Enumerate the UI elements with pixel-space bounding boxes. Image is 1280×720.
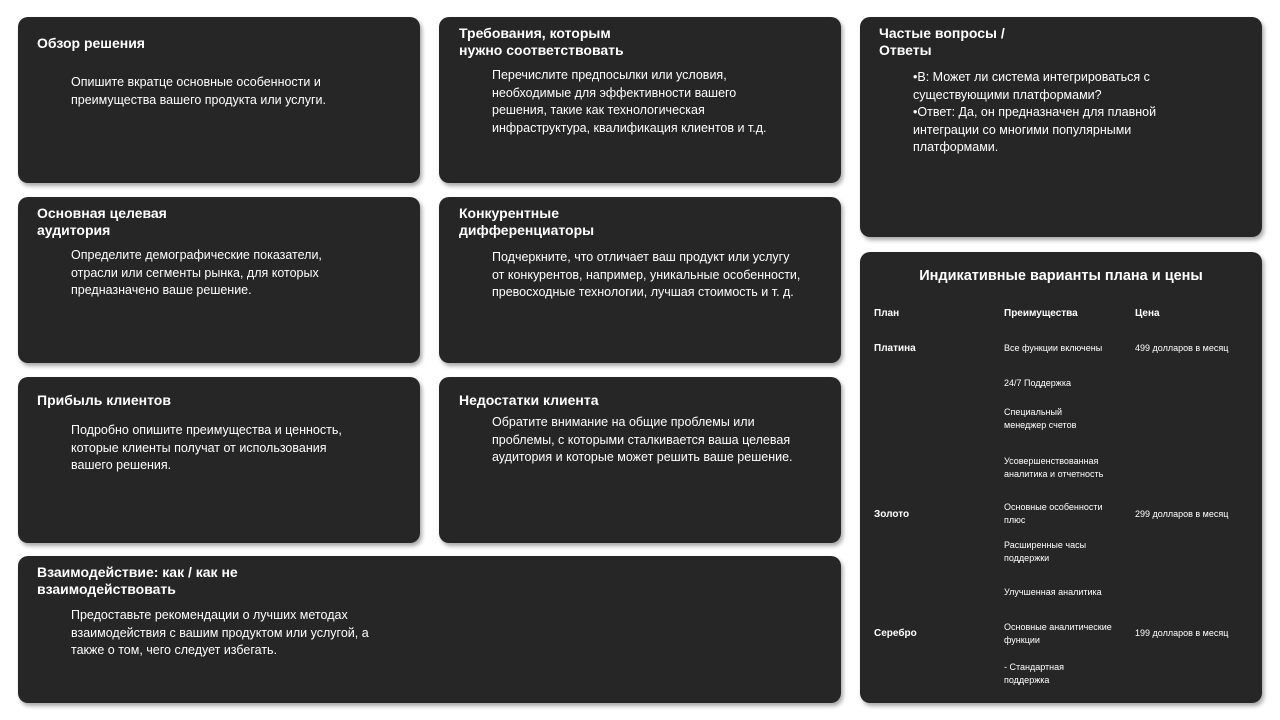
plan-price-gold: 299 долларов в месяц [1135,509,1229,519]
card-customer-gains [18,377,420,543]
benefit-item: - Стандартная поддержка [1004,662,1065,685]
plan-name-gold: Золото [874,509,910,520]
card-solution-overview [18,17,420,183]
benefit-item: Основные аналитические функции [1004,622,1112,645]
card-body: Предоставьте рекомендации о лучших методах взаимодействия с вашим продуктом или услугой, а также о том, чего следует избегать. [71,608,369,657]
card-title: Требования, которым нужно соответствовать [459,25,624,58]
plan-price-silver: 199 долларов в месяц [1135,628,1229,638]
card-customer-pain-points [439,377,841,543]
faq-content [913,69,1203,157]
card-requirements [439,17,841,183]
column-header-benefits: Преимущества [1004,308,1078,319]
card-title: Взаимодействие: как / как не взаимодействовать [37,564,238,597]
card-body: Обратите внимание на общие проблемы или проблемы, с которыми сталкивается ваша целевая аудитория и которые может решить ваше решение. [492,415,793,464]
benefit-item: Улучшенная аналитика [1004,587,1102,597]
card-faq [860,17,1262,237]
pricing-title: Индикативные варианты плана и цены [919,268,1203,284]
benefit-item: Все функции включены [1004,343,1103,353]
card-pricing [860,252,1262,703]
card-engagement [18,556,841,703]
card-title: Частые вопросы / Ответы [879,25,1005,58]
column-header-price: Цена [1135,308,1160,319]
card-body: Перечислите предпосылки или условия, необходимые для эффективности вашего решения, такие как технологическая инфраструктура, квалификация клиентов и т.д. [492,68,767,135]
benefit-item: Основные особенности плюс [1004,502,1103,525]
plan-price-platinum: 499 долларов в месяц [1135,343,1229,353]
faq-question: •В: Может ли система интегрироваться с существующими платформами? [913,70,1150,102]
card-body: Определите демографические показатели, отрасли или сегменты рынка, для которых предназначено ваше решение. [71,248,322,297]
plan-name-platinum: Платина [874,343,916,354]
benefit-item: Специальный менеджер счетов [1004,407,1077,430]
card-title: Конкурентные дифференциаторы [459,205,595,238]
card-body: Подчеркните, что отличает ваш продукт или услугу от конкурентов, например, уникальные особенности, превосходные технологии, лучшая стоимость и т. д. [492,250,801,299]
card-title: Прибыль клиентов [37,392,171,408]
card-title: Обзор решения [37,35,145,51]
card-target-audience [18,197,420,363]
plan-name-silver: Серебро [874,628,917,639]
benefit-item: 24/7 Поддержка [1004,378,1071,388]
benefit-item: Усовершенствованная аналитика и отчетность [1004,456,1104,479]
faq-answer: •Ответ: Да, он предназначен для плавной интеграции со многими популярными платформами. [913,105,1157,154]
card-title: Недостатки клиента [459,392,599,408]
card-competitive-differentiators [439,197,841,363]
card-body: Подробно опишите преимущества и ценность, которые клиенты получат от использования вашего решения. [71,423,342,472]
benefit-item: Расширенные часы поддержки [1004,540,1087,563]
column-header-plan: План [874,308,900,319]
card-body: Опишите вкратце основные особенности и преимущества вашего продукта или услуги. [71,75,326,107]
card-title: Основная целевая аудитория [37,205,167,238]
